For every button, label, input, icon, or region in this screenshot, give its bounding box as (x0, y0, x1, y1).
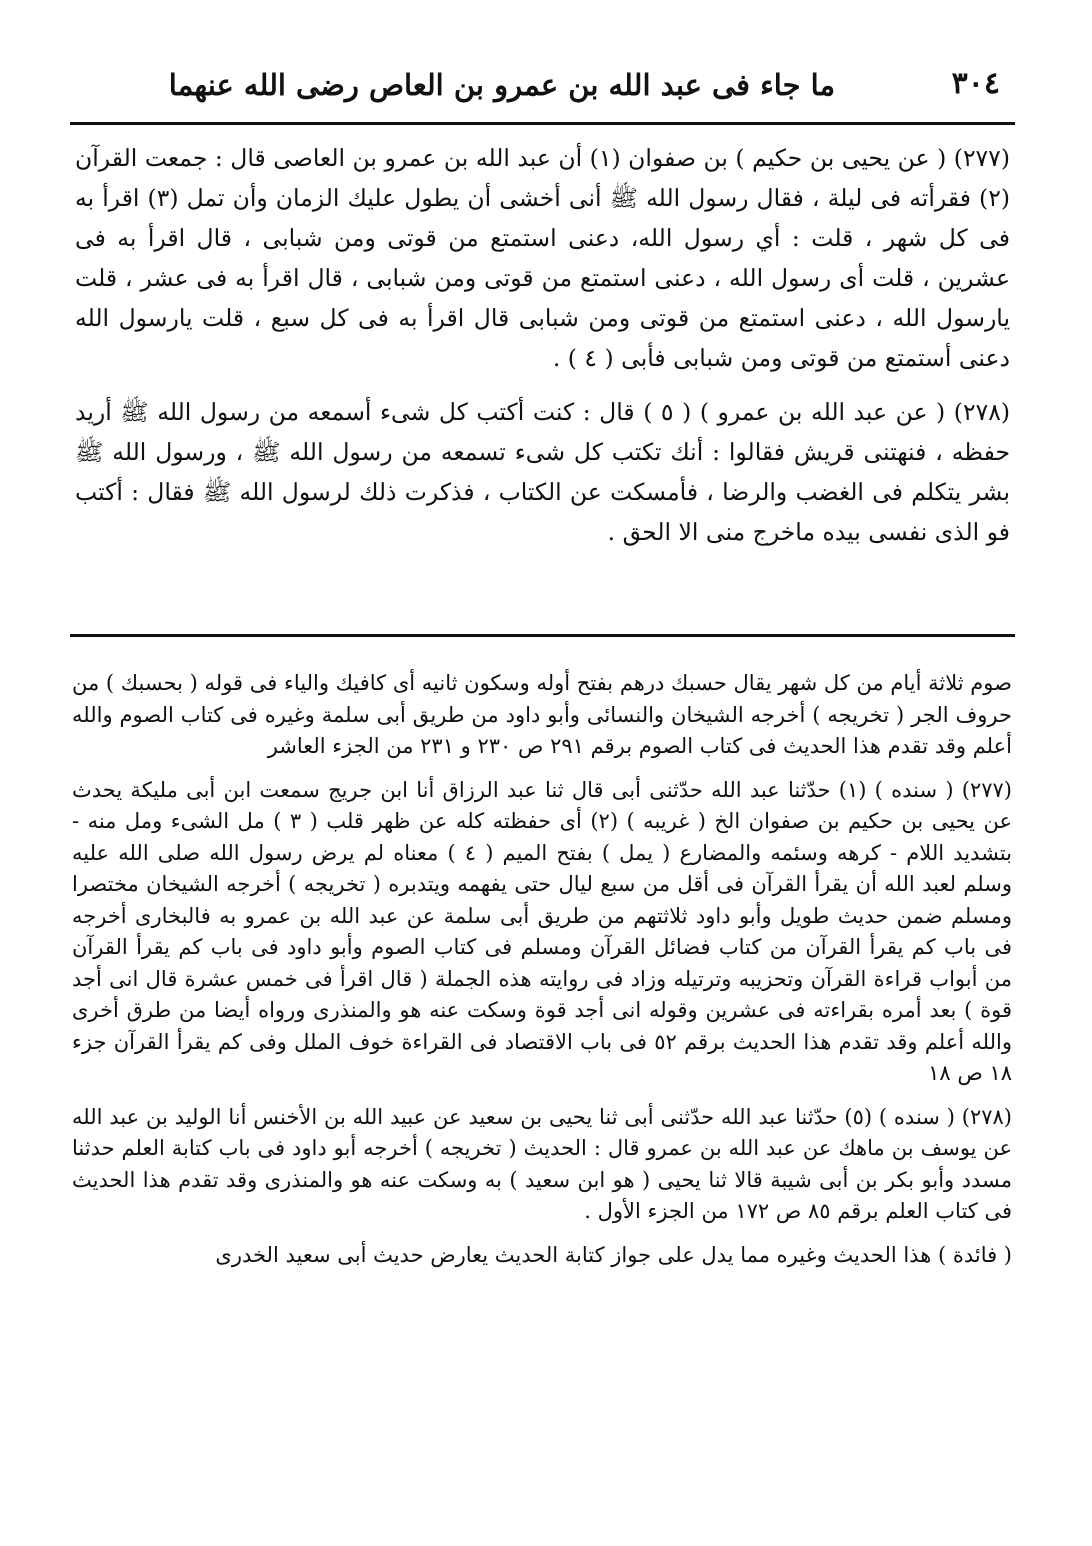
main-text (75, 138, 1010, 628)
footnote-278: (٢٧٨) ( سنده ) (٥) حدّثنا عبد الله حدّثنى أبى ثنا يحيى بن سعيد عن عبيد الله بن الأخنس أنا الوليد بن عبد الله عن يوسف بن ماهك عن عبد الله بن عمرو قال : الحديث ( تخريجه ) أخرجه أبو داود فى باب كتابة العلم حدثنا مسدد وأبو بكر بن أبى شيبة قالا ثنا يحيى ( هو ابن سعيد ) به وسكت عنه هو والمنذرى وقد تقدم هذا الحديث فى كتاب العلم برقم ٨٥ ص ١٧٢ من الجزء الأول . (72, 1104, 1012, 1223)
page-number: ٣٠٤ (951, 66, 1000, 101)
page-header (80, 62, 1010, 108)
hadith-277: (٢٧٧) ( عن يحيى بن حكيم ) بن صفوان (١) أن عبد الله بن عمرو بن العاصى قال : جمعت القرآن (٢) فقرأته فى ليلة ، فقال رسول الله ﷺ أنى أخشى أن يطول عليك الزمان وأن تمل (٣) اقرأ به فى كل شهر ، قلت : أي رسول الله، دعنى استمتع من قوتى ومن شبابى ، قال اقرأ به فى عشرين ، قلت أى رسول الله ، دعنى استمتع من قوتى ومن شبابى ، قال اقرأ به فى عشر ، قلت يارسول الله ، دعنى استمتع من قوتى ومن شبابى قال اقرأ به فى كل سبع ، قلت يارسول الله دعنى أستمتع من قوتى ومن شبابى فأبى ( ٤ ) . (75, 144, 1011, 372)
footnote-faida: ( فائدة ) هذا الحديث وغيره مما يدل على جواز كتابة الحديث يعارض حديث أبى سعيد الخدرى (215, 1242, 1012, 1267)
header-rule (70, 122, 1015, 125)
footnote-277: (٢٧٧) ( سنده ) (١) حدّثنا عبد الله حدّثنى أبى قال ثنا عبد الرزاق أنا ابن جريج سمعت ابن أبى مليكة يحدث عن يحيى بن حكيم بن صفوان الخ ( غريبه ) (٢) أى حفظته كله عن ظهر قلب ( ٣ ) مل الشىء ومل منه - بتشديد اللام - كرهه وسئمه والمضارع ( يمل ) بفتح الميم ( ٤ ) معناه لم يرض رسول الله صلى الله عليه وسلم لعبد الله أن يقرأ القرآن فى أقل من سبع ليال حتى يفهمه ويتدبره ( تخريجه ) أخرجه الشيخان مختصرا ومسلم ضمن حديث طويل وأبو داود ثلاثتهم من طريق أبى سلمة عن عبد الله بن عمرو به فالبخارى أخرجه فى باب كم يقرأ القرآن من كتاب فضائل القرآن ومسلم فى كتاب الصوم وأبو داود فى باب كم يقرأ القرآن من أبواب قراءة القرآن وتحزيبه وترتيله وزاد فى روايته هذه الجملة ( قال اقرأ فى خمس عشرة قال انى أجد قوة ) بعد أمره بقراءته فى عشرين وقوله انى أجد قوة وسكت عنه هو والمنذرى ورواه أيضا من طرق أخرى والله أعلم وقد تقدم هذا الحديث برقم ٥٢ فى باب الاقتصاد فى القراءة خوف الملل وفى كم يقرأ القرآن جزء ١٨ ص ١٨ (72, 777, 1012, 1085)
hadith-278: (٢٧٨) ( عن عبد الله بن عمرو ) ( ٥ ) قال : كنت أكتب كل شىء أسمعه من رسول الله ﷺ أريد حفظه ، فنهتنى قريش فقالوا : أنك تكتب كل شىء تسمعه من رسول الله ﷺ ، ورسول الله ﷺ بشر يتكلم فى الغضب والرضا ، فأمسكت عن الكتاب ، فذكرت ذلك لرسول الله ﷺ فقال : أكتب فو الذى نفسى بيده ماخرج منى الا الحق . (75, 398, 1010, 546)
footnote-continuation: صوم ثلاثة أيام من كل شهر يقال حسبك درهم بفتح أوله وسكون ثانيه أى كافيك والياء فى قوله ( بحسبك ) من حروف الجر ( تخريجه ) أخرجه الشيخان والنسائى وأبو داود من طريق أبى سلمة وغيره فى كتاب الصوم والله أعلم وقد تقدم هذا الحديث فى كتاب الصوم برقم ٢٩١ ص ٢٣٠ و ٢٣١ من الجزء العاشر (72, 671, 1012, 758)
footnote-rule (70, 634, 1015, 637)
running-title: ما جاء فى عبد الله بن عمرو بن العاص رضى الله عنهما (168, 68, 835, 102)
footnotes (72, 668, 1012, 1468)
